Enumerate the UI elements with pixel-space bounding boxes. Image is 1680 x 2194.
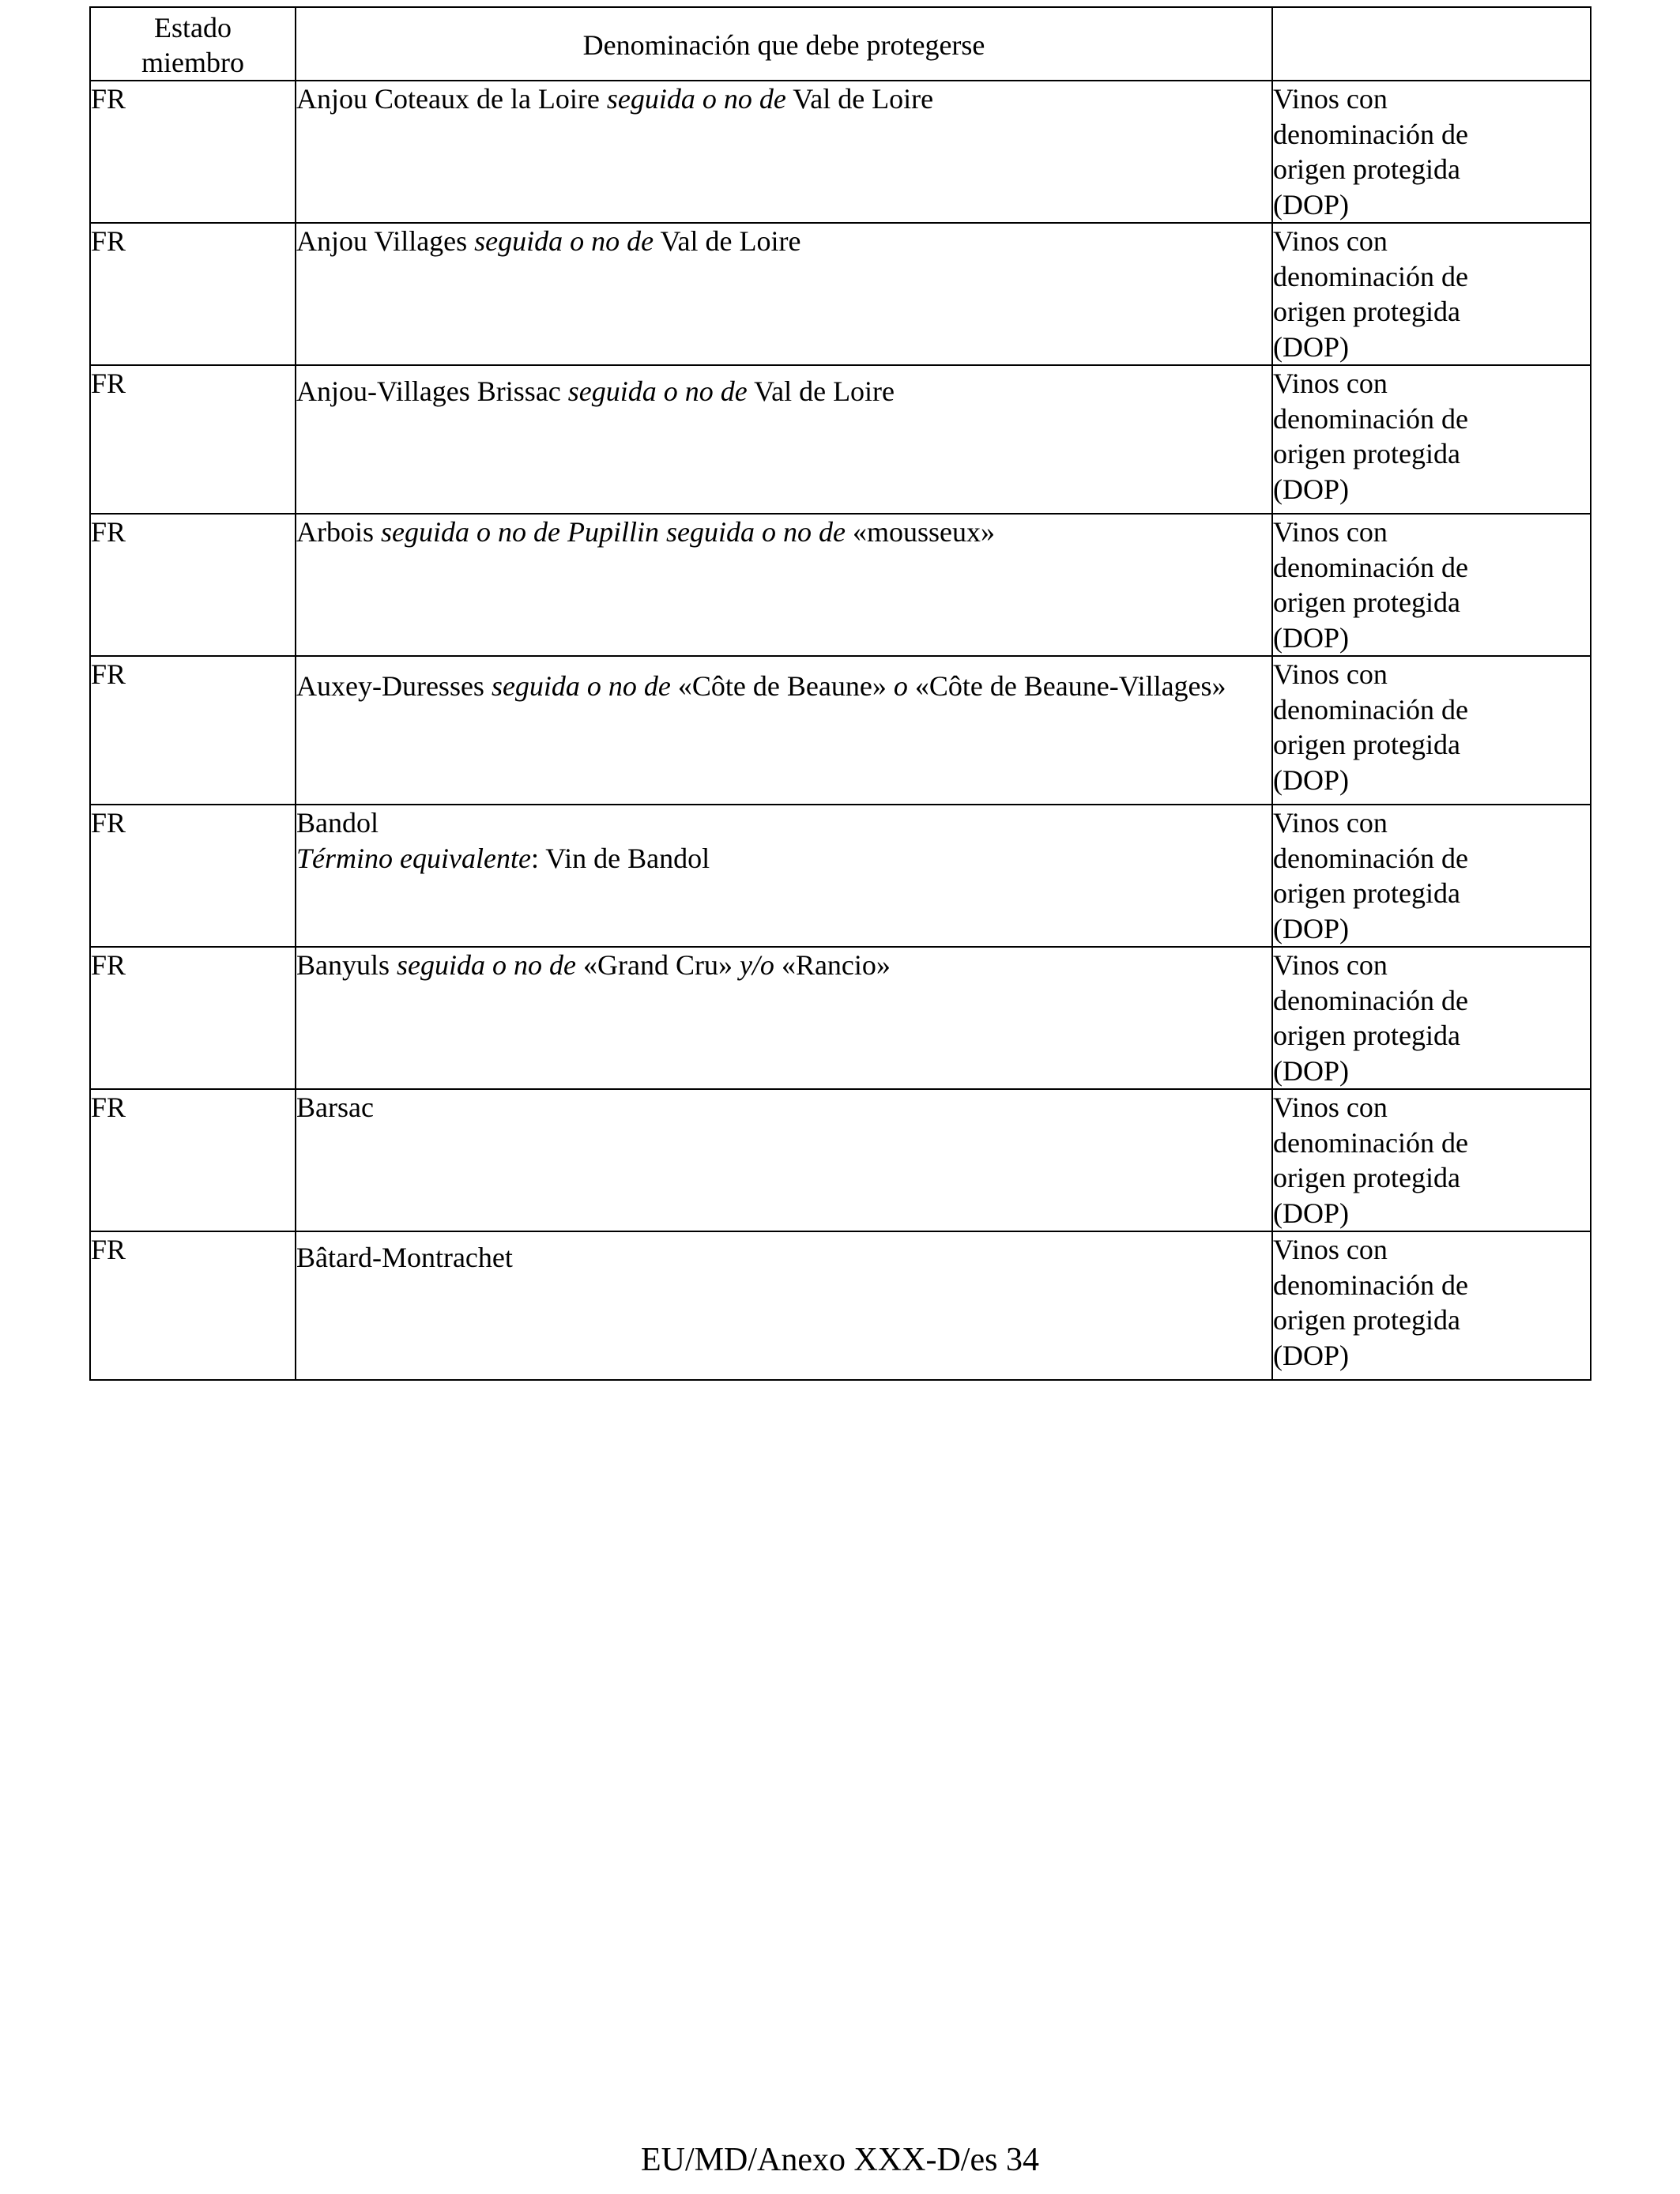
- denomination-cell: [296, 805, 1272, 947]
- denomination-text-part: Val de Loire: [654, 225, 801, 257]
- denomination-text-part: : Vin de Bandol: [530, 842, 710, 874]
- denomination-text-part: «Côte de Beaune»: [670, 670, 894, 702]
- denomination-text-part: seguida o no de: [474, 225, 654, 257]
- denomination-cell: [296, 81, 1272, 223]
- table-row: [90, 365, 1591, 514]
- table-row: [90, 947, 1591, 1089]
- denomination-cell: [296, 656, 1272, 805]
- member-state-cell: FR: [90, 223, 296, 365]
- denomination-text-part: seguida o no de Pupillin seguida o no de: [381, 516, 846, 548]
- denomination-text-part: Bâtard-Montrachet: [296, 1242, 513, 1273]
- denomination-text-part: Val de Loire: [785, 83, 934, 115]
- table-row: [90, 514, 1591, 656]
- category-cell: Vinos con denominación de origen protegida (DOP): [1272, 1089, 1591, 1231]
- table-row: [90, 1231, 1591, 1380]
- table-body: [90, 81, 1591, 1380]
- denomination-cell: [296, 223, 1272, 365]
- denomination-text-part: y/o: [739, 949, 774, 981]
- denomination-text-part: Auxey-Duresses: [296, 670, 492, 702]
- denomination-text-part: Banyuls: [296, 949, 397, 981]
- member-state-cell: FR: [90, 1231, 296, 1380]
- table-row: [90, 656, 1591, 805]
- header-member-state-label: Estado miembro: [141, 12, 244, 78]
- header-category: [1272, 7, 1591, 81]
- page-footer-reference: EU/MD/Anexo XXX-D/es 34: [641, 2142, 1039, 2178]
- header-denomination: [296, 7, 1272, 81]
- member-state-cell: FR: [90, 1089, 296, 1231]
- category-cell: Vinos con denominación de origen protegida (DOP): [1272, 805, 1591, 947]
- denomination-text-part: Anjou Coteaux de la Loire: [296, 83, 607, 115]
- table-header-row: [90, 7, 1591, 81]
- denomination-text-part: seguida o no de: [397, 949, 576, 981]
- denomination-text-part: o: [893, 670, 908, 702]
- denomination-text-part: Anjou-Villages Brissac: [296, 375, 568, 407]
- denomination-cell: [296, 947, 1272, 1089]
- member-state-cell: FR: [90, 514, 296, 656]
- denomination-text-part: seguida o no de: [491, 670, 671, 702]
- table-row: [90, 1089, 1591, 1231]
- table-row: [90, 805, 1591, 947]
- denomination-cell: [296, 514, 1272, 656]
- denomination-text-part: Término equivalente: [296, 842, 531, 874]
- denomination-text-part: «mousseux»: [845, 516, 995, 548]
- denomination-text-part: Val de Loire: [747, 375, 895, 407]
- denomination-text-part: «Grand Cru»: [575, 949, 740, 981]
- category-cell: Vinos con denominación de origen protegida (DOP): [1272, 365, 1591, 514]
- table-row: [90, 223, 1591, 365]
- category-cell: Vinos con denominación de origen protegida (DOP): [1272, 947, 1591, 1089]
- protected-denominations-table: [89, 6, 1591, 1381]
- denomination-cell: [296, 365, 1272, 514]
- member-state-cell: FR: [90, 81, 296, 223]
- denomination-text-part: Anjou Villages: [296, 225, 475, 257]
- table-row: [90, 81, 1591, 223]
- member-state-cell: FR: [90, 656, 296, 805]
- denomination-text-part: «Rancio»: [774, 949, 891, 981]
- category-cell: Vinos con denominación de origen protegida (DOP): [1272, 514, 1591, 656]
- denomination-cell: [296, 1231, 1272, 1380]
- denomination-text-part: Bandol: [296, 807, 379, 839]
- denomination-text-part: seguida o no de: [567, 375, 748, 407]
- denomination-text-part: Arbois: [296, 516, 381, 548]
- category-cell: Vinos con denominación de origen protegida (DOP): [1272, 656, 1591, 805]
- category-cell: Vinos con denominación de origen protegida (DOP): [1272, 81, 1591, 223]
- denomination-cell: [296, 1089, 1272, 1231]
- header-member-state: [90, 7, 296, 81]
- header-denomination-label: Denominación que debe protegerse: [582, 29, 985, 61]
- member-state-cell: FR: [90, 805, 296, 947]
- category-cell: Vinos con denominación de origen protegida (DOP): [1272, 223, 1591, 365]
- denomination-text-part: «Côte de Beaune-Villages»: [907, 670, 1226, 702]
- denomination-text-part: seguida o no de: [606, 83, 786, 115]
- denomination-text-part: Barsac: [296, 1091, 374, 1123]
- member-state-cell: FR: [90, 947, 296, 1089]
- member-state-cell: FR: [90, 365, 296, 514]
- category-cell: Vinos con denominación de origen protegida (DOP): [1272, 1231, 1591, 1380]
